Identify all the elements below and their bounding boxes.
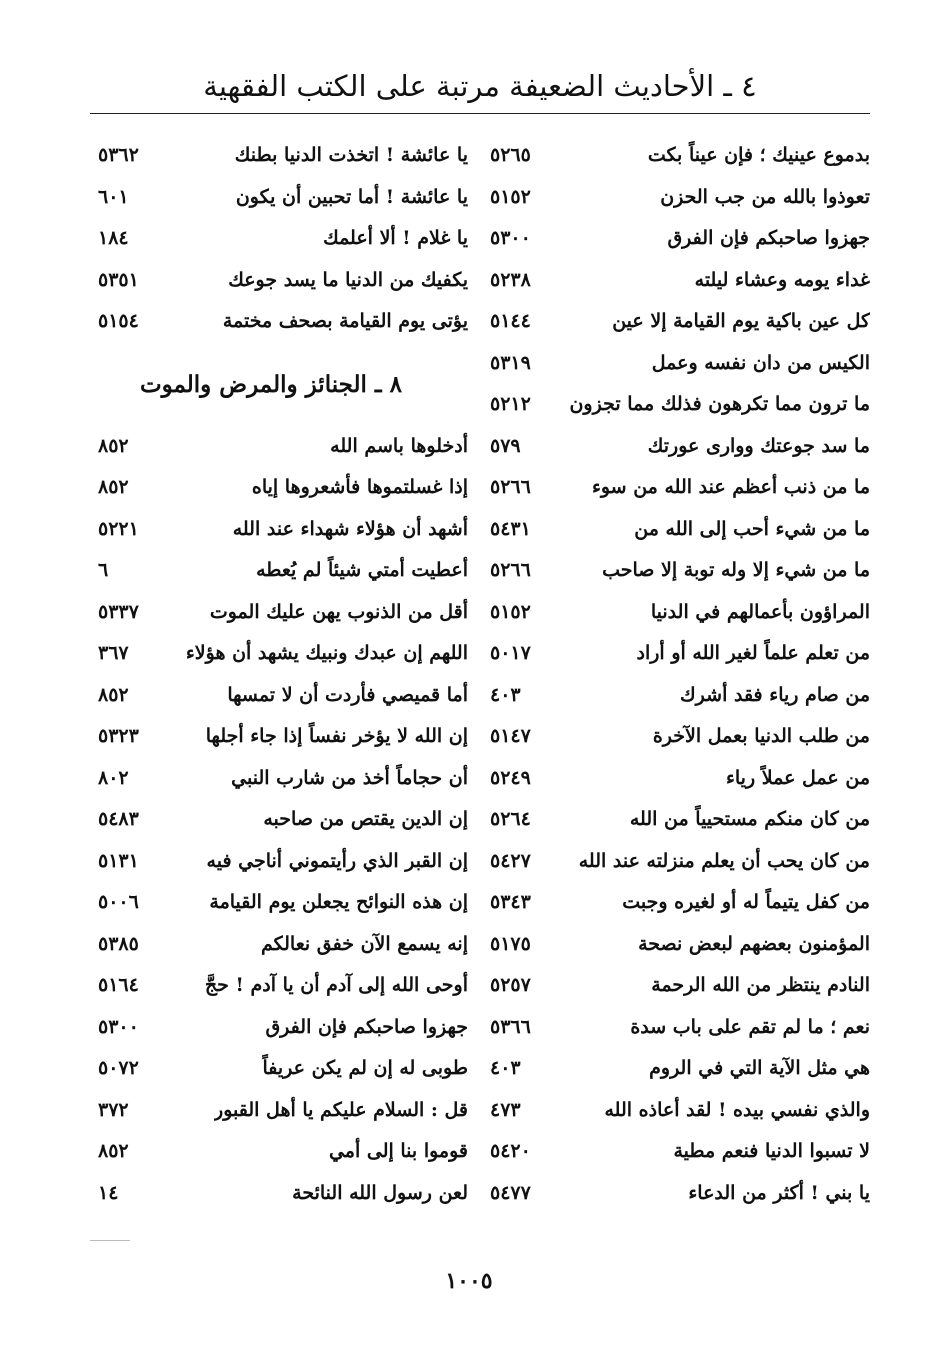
hadith-text: لعن رسول الله النائحة	[292, 1181, 468, 1204]
hadith-text: لا تسبوا الدنيا فنعم مطية	[673, 1140, 870, 1162]
index-entry	[98, 1048, 468, 1090]
index-entry	[490, 1173, 870, 1215]
index-entry	[98, 1090, 468, 1132]
hadith-number: ٥٤٧٧	[490, 1181, 531, 1204]
hadith-text: ما من شيء إلا وله توبة إلا صاحب	[602, 559, 870, 581]
index-entry	[490, 177, 870, 219]
hadith-text: من تعلم علماً لغير الله أو أراد	[636, 642, 870, 664]
hadith-text: يا عائشة ! اتخذت الدنيا بطنك	[234, 144, 468, 166]
index-entry	[490, 716, 870, 758]
index-entry	[98, 716, 468, 758]
hadith-text: من طلب الدنيا بعمل الآخرة	[652, 725, 870, 747]
index-entry	[490, 841, 870, 883]
index-entry	[490, 1007, 870, 1049]
hadith-text: اللهم إن عبدك ونبيك يشهد أن هؤلاء	[185, 642, 468, 664]
hadith-number: ٥٢٦٤	[490, 808, 531, 830]
hadith-text: هي مثل الآية التي في الروم	[649, 1057, 870, 1079]
hadith-number: ١٨٤	[98, 227, 129, 249]
hadith-number: ٦٠١	[98, 185, 129, 208]
hadith-number: ٥٢١٢	[490, 393, 531, 415]
index-entry	[490, 426, 870, 468]
index-entry	[490, 758, 870, 800]
index-entry	[98, 426, 468, 468]
index-entry	[98, 592, 468, 634]
hadith-number: ٥٣٣٧	[98, 600, 139, 623]
hadith-text: إن هذه النوائح يجعلن يوم القيامة	[209, 891, 468, 913]
hadith-text: أقل من الذنوب يهن عليك الموت	[209, 600, 468, 623]
hadith-text: من عمل عملاً رياء	[725, 766, 870, 789]
index-entry	[98, 467, 468, 509]
index-entry	[490, 633, 870, 675]
hadith-number: ٥١٦٤	[98, 974, 139, 996]
hadith-text: يؤتى يوم القيامة بصحف مختمة	[222, 310, 468, 332]
hadith-number: ٥٢٣٨	[490, 268, 531, 291]
hadith-text: أن حجاماً أخذ من شارب النبي	[231, 766, 468, 789]
hadith-number: ٥٣٥١	[98, 268, 139, 291]
index-entry	[490, 924, 870, 966]
hadith-number: ٤٠٣	[490, 1057, 521, 1079]
hadith-number: ٨٠٢	[98, 766, 129, 789]
hadith-number: ٥٠٠٦	[98, 891, 139, 913]
index-entry	[98, 758, 468, 800]
hadith-text: إذا غسلتموها فأشعروها إياه	[251, 476, 468, 498]
hadith-number: ٤٧٣	[490, 1098, 521, 1121]
index-entry	[490, 592, 870, 634]
hadith-number: ٥١٤٤	[490, 310, 531, 332]
index-entry	[98, 1007, 468, 1049]
index-entry	[490, 135, 870, 177]
index-entry	[98, 1173, 468, 1215]
hadith-text: أوحى الله إلى آدم أن يا آدم ! حجَّ	[204, 974, 468, 996]
index-entry	[490, 1048, 870, 1090]
index-entry	[98, 675, 468, 717]
hadith-number: ٥٠١٧	[490, 642, 531, 664]
hadith-number: ٥٣٦٢	[98, 144, 139, 166]
hadith-text: أما قميصي فأردت أن لا تمسها	[227, 683, 468, 706]
hadith-number: ٥١٣١	[98, 849, 139, 872]
hadith-text: ما ترون مما تكرهون فذلك مما تجزون	[569, 393, 870, 415]
hadith-number: ٥١٥٢	[490, 185, 531, 208]
index-entry	[98, 633, 468, 675]
hadith-number: ٥٣٠٠	[490, 227, 531, 249]
hadith-text: من كفل يتيماً له أو لغيره وجبت	[622, 891, 870, 913]
index-entry	[490, 301, 870, 343]
hadith-number: ٥٢٦٦	[490, 476, 531, 498]
hadith-number: ٥٢٦٥	[490, 144, 531, 166]
index-entry	[490, 343, 870, 385]
hadith-number: ٥٣٦٦	[490, 1015, 531, 1038]
hadith-number: ٥٢٤٩	[490, 766, 531, 789]
hadith-text: من كان منكم مستحيياً من الله	[629, 808, 870, 830]
hadith-number: ٥٢٢١	[98, 517, 139, 540]
hadith-text: أشهد أن هؤلاء شهداء عند الله	[232, 517, 468, 540]
hadith-text: يا غلام ! ألا أعلمك	[323, 227, 468, 249]
hadith-number: ٥٤٢٧	[490, 849, 531, 872]
hadith-number: ٥١٥٢	[490, 600, 531, 623]
hadith-number: ٥٣٢٣	[98, 725, 139, 747]
hadith-number: ٥٣٠٠	[98, 1015, 139, 1038]
hadith-text: كل عين باكية يوم القيامة إلا عين	[612, 310, 870, 332]
hadith-text: من كان يحب أن يعلم منزلته عند الله	[578, 849, 870, 872]
index-entry	[98, 924, 468, 966]
hadith-number: ٥٤٢٠	[490, 1140, 531, 1162]
hadith-text: تعوذوا بالله من جب الحزن	[660, 185, 870, 208]
page-number: ١٠٠٥	[445, 1268, 493, 1294]
hadith-text: يكفيك من الدنيا ما يسد جوعك	[228, 268, 468, 291]
right-column	[490, 135, 870, 1214]
index-entry	[98, 135, 468, 177]
hadith-number: ٥٤٨٣	[98, 808, 139, 830]
hadith-number: ٨٥٢	[98, 683, 129, 706]
hadith-text: إنه يسمع الآن خفق نعالكم	[261, 932, 468, 955]
hadith-number: ٥٣٤٣	[490, 891, 531, 913]
page-header-title: ٤ ـ الأحاديث الضعيفة مرتبة على الكتب الفقهية	[203, 69, 757, 103]
hadith-text: غداء يومه وعشاء ليلته	[694, 268, 870, 291]
index-entry	[490, 965, 870, 1007]
hadith-number: ١٤	[98, 1181, 119, 1204]
index-entry	[98, 550, 468, 592]
index-entry	[490, 1090, 870, 1132]
hadith-text: يا عائشة ! أما تحبين أن يكون	[235, 185, 468, 208]
hadith-text: أعطيت أمتي شيئاً لم يُعطه	[256, 559, 468, 581]
section-heading: ٨ ـ الجنائز والمرض والموت	[139, 370, 402, 398]
hadith-number: ٥٣٨٥	[98, 932, 139, 955]
hadith-text: جهزوا صاحبكم فإن الفرق	[667, 227, 870, 249]
hadith-number: ٥٣١٩	[490, 351, 531, 374]
hadith-number: ٥٢٦٦	[490, 559, 531, 581]
hadith-text: قوموا بنا إلى أمي	[328, 1140, 468, 1162]
index-entry	[490, 799, 870, 841]
index-entry	[98, 177, 468, 219]
hadith-text: ما من ذنب أعظم عند الله من سوء	[591, 476, 870, 498]
index-entry	[490, 675, 870, 717]
hadith-number: ٨٥٢	[98, 434, 129, 457]
hadith-text: طوبى له إن لم يكن عريفاً	[262, 1057, 468, 1079]
hadith-number: ٥٤٣١	[490, 517, 531, 540]
hadith-number: ٣٦٧	[98, 642, 129, 664]
hadith-text: ما من شيء أحب إلى الله من	[634, 517, 870, 540]
index-entry	[98, 509, 468, 551]
hadith-number: ٤٠٣	[490, 683, 521, 706]
footer-divider	[90, 1240, 130, 1241]
hadith-text: ما سد جوعتك ووارى عورتك	[647, 434, 870, 457]
index-entry	[490, 467, 870, 509]
hadith-text: المراؤون بأعمالهم في الدنيا	[650, 600, 870, 623]
hadith-text: من صام رياء فقد أشرك	[680, 683, 870, 706]
index-entry	[490, 260, 870, 302]
hadith-text: إن الدين يقتص من صاحبه	[263, 808, 468, 830]
hadith-text: بدموع عينيك ؛ فإن عيناً بكت	[647, 144, 870, 166]
hadith-text: الكيس من دان نفسه وعمل	[651, 351, 870, 374]
index-entry	[98, 218, 468, 260]
index-entry	[98, 841, 468, 883]
header-divider	[90, 113, 870, 114]
index-entry	[98, 799, 468, 841]
hadith-number: ٥١٧٥	[490, 932, 531, 955]
hadith-text: نعم ؛ ما لم تقم على باب سدة	[630, 1015, 870, 1038]
hadith-text: إن الله لا يؤخر نفساً إذا جاء أجلها	[205, 725, 468, 747]
hadith-number: ٨٥٢	[98, 1140, 129, 1162]
index-entry	[98, 1131, 468, 1173]
index-entry	[98, 260, 468, 302]
index-entry	[490, 882, 870, 924]
hadith-text: إن القبر الذي رأيتموني أناجي فيه	[206, 849, 468, 872]
hadith-text: قل : السلام عليكم يا أهل القبور	[214, 1098, 468, 1121]
hadith-text: جهزوا صاحبكم فإن الفرق	[265, 1015, 468, 1038]
index-entry	[98, 965, 468, 1007]
hadith-number: ٥٧٩	[490, 434, 521, 457]
left-column	[98, 135, 468, 1214]
index-entry	[490, 550, 870, 592]
hadith-text: والذي نفسي بيده ! لقد أعاذه الله	[604, 1098, 870, 1121]
hadith-number: ٥١٥٤	[98, 310, 139, 332]
hadith-text: أدخلوها باسم الله	[330, 434, 468, 457]
index-entry	[490, 218, 870, 260]
hadith-number: ٥٢٥٧	[490, 974, 531, 996]
hadith-number: ٨٥٢	[98, 476, 129, 498]
index-entry	[98, 301, 468, 343]
hadith-number: ٣٧٢	[98, 1098, 129, 1121]
hadith-text: يا بني ! أكثر من الدعاء	[688, 1181, 870, 1204]
hadith-number: ٥٠٧٢	[98, 1057, 139, 1079]
hadith-number: ٥١٤٧	[490, 725, 531, 747]
index-entry	[98, 882, 468, 924]
hadith-text: النادم ينتظر من الله الرحمة	[651, 974, 870, 996]
index-entry	[490, 509, 870, 551]
hadith-number: ٦	[98, 559, 109, 581]
hadith-text: المؤمنون بعضهم لبعض نصحة	[638, 932, 870, 955]
index-entry	[490, 384, 870, 426]
index-entry	[490, 1131, 870, 1173]
